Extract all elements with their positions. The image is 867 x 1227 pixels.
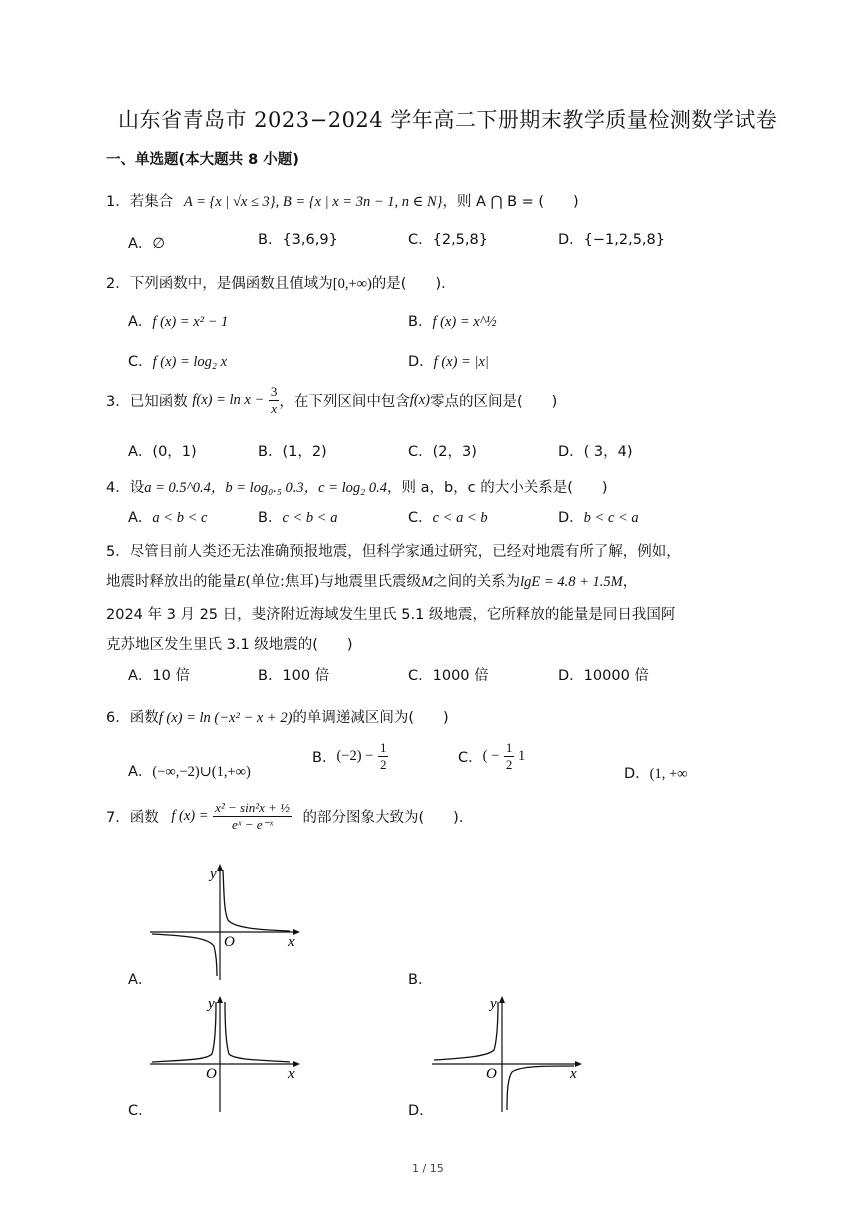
page-title: 山东省青岛市 2023−2024 学年高二下册期末教学质量检测数学试卷 (118, 108, 778, 132)
q6-option-c[interactable] (458, 740, 525, 773)
q2-option-c[interactable] (128, 350, 227, 371)
q5-option-c[interactable]: C．1000 倍 (408, 668, 489, 684)
q7-label-a[interactable]: A． (128, 972, 153, 988)
q7-label-c[interactable]: C． (128, 1103, 153, 1119)
q6-option-c-fraction (504, 740, 515, 773)
q6-option-d[interactable] (624, 762, 688, 783)
q3-stem: 3．已知函数 (106, 394, 188, 410)
q5-text-3: 之间的关系为 (433, 574, 521, 590)
q1-set-b: , B = {x | x = 3n − 1, n ∈ N} (275, 194, 443, 210)
q3-option-a[interactable]: A．(0，1) (128, 444, 197, 460)
question-5-line-2 (106, 570, 637, 591)
q4-option-d-formula: b < c < a (583, 510, 639, 526)
q6-option-b-formula: (−2) − (336, 748, 374, 764)
q4-a: a = 0.5^0.4 (144, 480, 211, 496)
q2-stem: 2．下列函数中，是偶函数且值域为 (106, 276, 333, 292)
q6-tail: 的单调递减区间为( ) (292, 710, 449, 726)
q1-option-b[interactable]: B．{3,6,9} (258, 232, 338, 248)
q1-option-d[interactable]: D．{−1,2,5,8} (558, 232, 665, 248)
graph-c-y-label: y (208, 996, 215, 1012)
graph-d-x-label: x (570, 1066, 577, 1082)
q4-option-b[interactable] (258, 506, 337, 527)
q3-fx: f(x) (409, 392, 430, 408)
q4-option-a[interactable] (128, 506, 207, 527)
graph-d-origin-label: O (486, 1066, 497, 1082)
q6-option-b-den: 2 (379, 757, 387, 772)
q6-option-b[interactable] (312, 740, 388, 773)
q5-text-1: 地震时释放出的能量 (106, 574, 237, 590)
q2-option-b-formula: f (x) = x^½ (432, 314, 497, 330)
graph-a-origin-label: O (224, 934, 235, 950)
q6-option-b-num: 1 (379, 740, 387, 755)
q3-fraction (269, 384, 280, 417)
q1-tail: ，则 A ⋂ B = ( ) (442, 194, 579, 210)
graph-c-origin-label: O (206, 1066, 217, 1082)
q4-b: ，b = log₀.₅ 0.3 (210, 480, 304, 496)
q7-stem: 7．函数 (106, 810, 159, 826)
q1-option-c[interactable]: C．{2,5,8} (408, 232, 488, 248)
q1-option-a[interactable]: A．∅ (128, 236, 166, 252)
q1-set-a: A = {x | √x ≤ 3} (183, 194, 276, 210)
q7-tail: 的部分图象大致为( )． (302, 810, 474, 826)
question-1 (106, 190, 579, 211)
q6-stem: 6．函数 (106, 710, 159, 726)
page-number: 1 / 15 (412, 1162, 444, 1175)
q5-option-a[interactable]: A．10 倍 (128, 668, 190, 684)
q3-fraction-num: 3 (270, 384, 278, 399)
graph-d-y-label: y (490, 996, 497, 1012)
q4-option-c[interactable] (408, 506, 488, 527)
q2-option-a-label: A． (128, 314, 153, 330)
q4-stem: 4．设 (106, 480, 145, 496)
q3-option-b[interactable]: B．(1，2) (258, 444, 327, 460)
q5-formula: lgE = 4.8 + 1.5M (520, 574, 623, 590)
q2-option-b[interactable] (408, 310, 497, 331)
q5-option-b[interactable]: B．100 倍 (258, 668, 330, 684)
q6-option-b-label: B． (312, 750, 337, 766)
q2-interval: [0,+∞) (332, 276, 372, 292)
q4-option-a-label: A． (128, 510, 153, 526)
q7-graph-a[interactable] (150, 862, 310, 982)
q7-function-lhs: f (x) = (171, 808, 209, 824)
q6-option-c-formula: ( − (482, 748, 500, 764)
q2-option-a[interactable] (128, 310, 228, 331)
q2-option-d-label: D． (408, 354, 434, 370)
q7-numerator: x² − sin²x + ½ (215, 800, 290, 815)
graph-c-x-label: x (288, 1066, 295, 1082)
q2-option-b-label: B． (408, 314, 433, 330)
q3-option-c[interactable]: C．(2，3) (408, 444, 477, 460)
q7-denominator: eˣ − e⁻ˣ (232, 817, 274, 832)
q6-option-c-tail: 1 (514, 748, 526, 764)
q4-c: ，c = log₂ 0.4 (303, 480, 387, 496)
q4-option-d-label: D． (558, 510, 584, 526)
q5-text-2: (单位:焦耳)与地震里氏震级 (245, 574, 422, 590)
q2-option-c-label: C． (128, 354, 153, 370)
q4-tail: ，则 a，b，c 的大小关系是( ) (386, 480, 608, 496)
question-3 (106, 384, 557, 417)
q3-fraction-den: x (271, 401, 277, 416)
q4-option-c-label: C． (408, 510, 433, 526)
q2-tail: 的是( )． (371, 276, 456, 292)
q4-option-a-formula: a < b < c (152, 510, 208, 526)
q3-option-d[interactable]: D．( 3，4) (558, 444, 633, 460)
question-5-line-4: 克苏地区发生里氏 3.1 级地震的( ) (106, 637, 353, 653)
question-4 (106, 476, 608, 497)
q6-option-d-label: D． (624, 766, 650, 782)
question-6 (106, 706, 449, 727)
q6-option-a[interactable] (128, 760, 251, 781)
q2-option-c-formula: f (x) = log₂ x (152, 354, 228, 370)
q7-fraction (213, 800, 292, 833)
q3-mid: ，在下列区间中包含 (279, 394, 410, 410)
question-2 (106, 272, 456, 293)
graph-a-y-label: y (210, 866, 217, 882)
q5-var-m: M (421, 574, 434, 590)
q7-label-b[interactable]: B． (408, 972, 433, 988)
q3-function: f(x) = ln x − (192, 392, 265, 408)
q6-function: f (x) = ln (−x² − x + 2) (158, 710, 293, 726)
question-7 (106, 800, 473, 833)
q6-option-c-num: 1 (505, 740, 513, 755)
q4-option-d[interactable] (558, 506, 639, 527)
q6-option-a-label: A． (128, 764, 153, 780)
q5-var-e: E (236, 574, 246, 590)
q7-graph-d[interactable] (432, 994, 592, 1114)
q6-option-d-formula: (1, +∞ (649, 766, 688, 782)
q1-stem: 1．若集合 (106, 194, 174, 210)
q6-option-a-formula: (−∞,−2)∪(1,+∞) (152, 764, 251, 780)
graph-a-x-label: x (288, 934, 295, 950)
question-5-line-3: 2024 年 3 月 25 日，斐济附近海域发生里氏 5.1 级地震，它所释放的能量是同日我国阿 (106, 607, 676, 623)
q3-tail: 零点的区间是( ) (429, 394, 558, 410)
q2-option-d[interactable] (408, 350, 489, 371)
q4-option-b-label: B． (258, 510, 283, 526)
q6-option-c-den: 2 (505, 757, 513, 772)
q4-option-c-formula: c < a < b (432, 510, 488, 526)
q6-option-c-label: C． (458, 750, 483, 766)
q7-label-d[interactable]: D． (408, 1103, 434, 1119)
q4-option-b-formula: c < b < a (282, 510, 338, 526)
question-5-line-1: 5．尽管目前人类还无法准确预报地震，但科学家通过研究，已经对地震有所了解，例如， (106, 544, 681, 560)
q5-text-4: ， (622, 574, 638, 590)
q2-option-a-formula: f (x) = x² − 1 (152, 314, 229, 330)
section-header: 一、单选题(本大题共 8 小题) (106, 152, 299, 168)
q7-graph-c[interactable] (150, 994, 310, 1114)
q6-option-b-fraction (378, 740, 389, 773)
q5-option-d[interactable]: D．10000 倍 (558, 668, 649, 684)
q2-option-d-formula: f (x) = |x| (433, 354, 489, 370)
